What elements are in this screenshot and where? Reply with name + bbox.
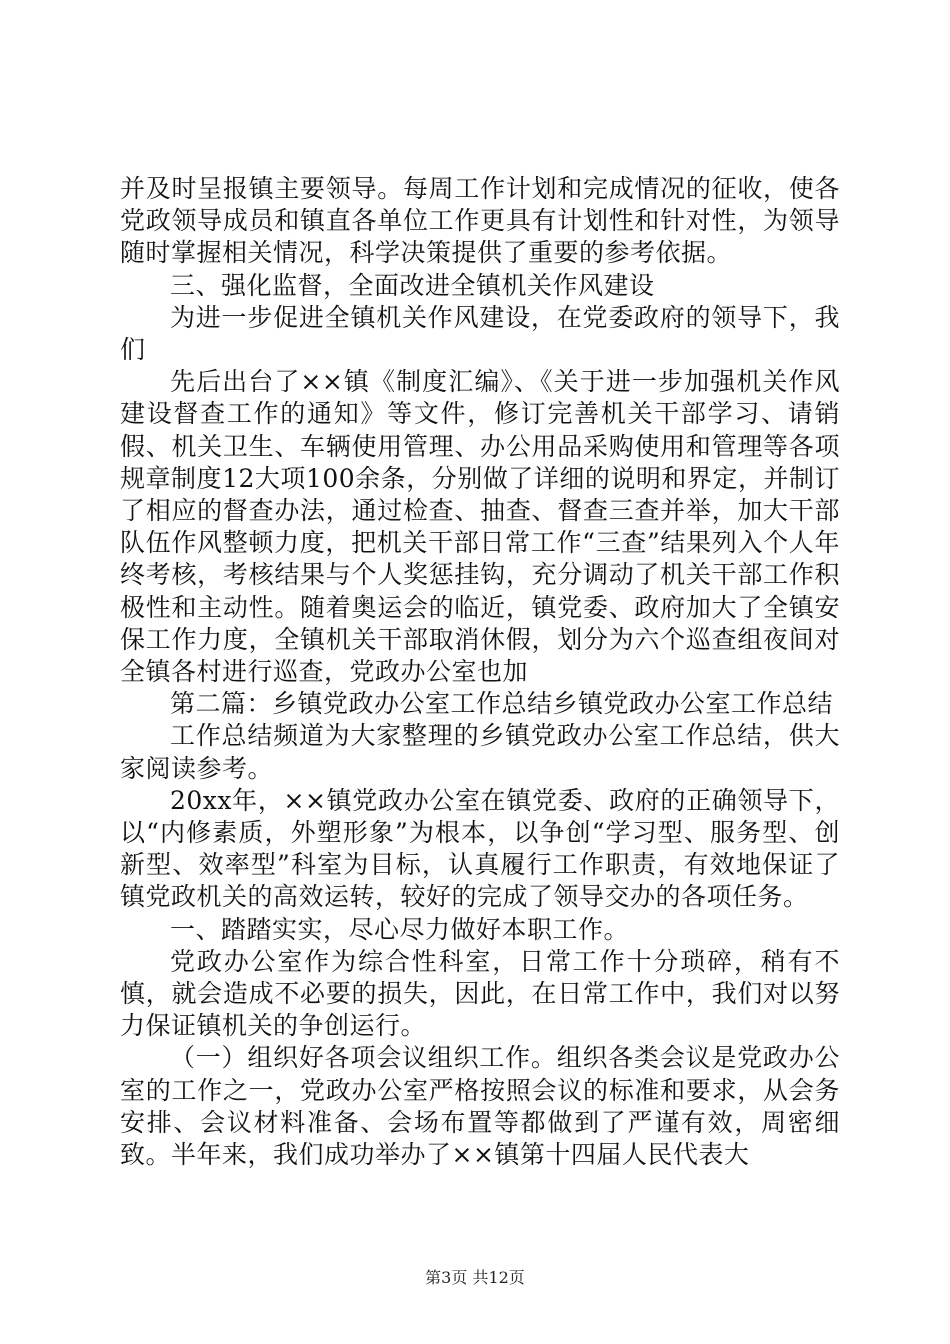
- paragraph-6: 工作总结频道为大家整理的乡镇党政办公室工作总结，供大家阅读参考。: [120, 721, 840, 783]
- paragraph-5-section-title: 第二篇：乡镇党政办公室工作总结乡镇党政办公室工作总结: [170, 689, 834, 719]
- paragraph-7: 20xx年，××镇党政办公室在镇党委、政府的正确领导下，以“内修素质，外塑形象”为根本，以争创“学习型、服务型、创新型、效率型”科室为目标，认真履行工作职责，有效地保证了镇党政机关的高效运转，较好的完成了领导交办的各项任务。: [120, 785, 840, 912]
- paragraph-2-heading: 三、强化监督，全面改进全镇机关作风建设: [170, 270, 655, 300]
- document-body: [120, 173, 840, 1171]
- paragraph-1: 并及时呈报镇主要领导。每周工作计划和完成情况的征收，使各党政领导成员和镇直各单位工作更具有计划性和针对性，为领导随时掌握相关情况，科学决策提供了重要的参考依据。: [120, 174, 840, 268]
- page-footer: 第3页 共12页: [425, 1268, 525, 1287]
- paragraph-10: （一）组织好各项会议组织工作。组织各类会议是党政办公室的工作之一，党政办公室严格按照会议的标准和要求，从会务安排、会议材料准备、会场布置等都做到了严谨有效，周密细致。半年来，我们成功举办了××镇第十四届人民代表大: [120, 1043, 840, 1170]
- paragraph-8-heading: 一、踏踏实实，尽心尽力做好本职工作。: [170, 914, 630, 944]
- paragraph-4: 先后出台了××镇《制度汇编》、《关于进一步加强机关作风建设督查工作的通知》等文件，修订完善机关干部学习、请销假、机关卫生、车辆使用管理、办公用品采购使用和管理等各项规章制度12大项100余条，分别做了详细的说明和界定，并制订了相应的督查办法，通过检查、抽查、督查三查并举，加大干部队伍作风整顿力度，把机关干部日常工作“三查”结果列入个人年终考核，考核结果与个人奖惩挂钩，充分调动了机关干部工作积极性和主动性。随着奥运会的临近，镇党委、政府加大了全镇安保工作力度，全镇机关干部取消休假，划分为六个巡查组夜间对全镇各村进行巡查，党政办公室也加: [120, 367, 840, 687]
- paragraph-3: 为进一步促进全镇机关作风建设，在党委政府的领导下，我们: [120, 302, 840, 365]
- paragraph-9: 党政办公室作为综合性科室，日常工作十分琐碎，稍有不慎，就会造成不必要的损失，因此，在日常工作中，我们对以努力保证镇机关的争创运行。: [120, 946, 840, 1041]
